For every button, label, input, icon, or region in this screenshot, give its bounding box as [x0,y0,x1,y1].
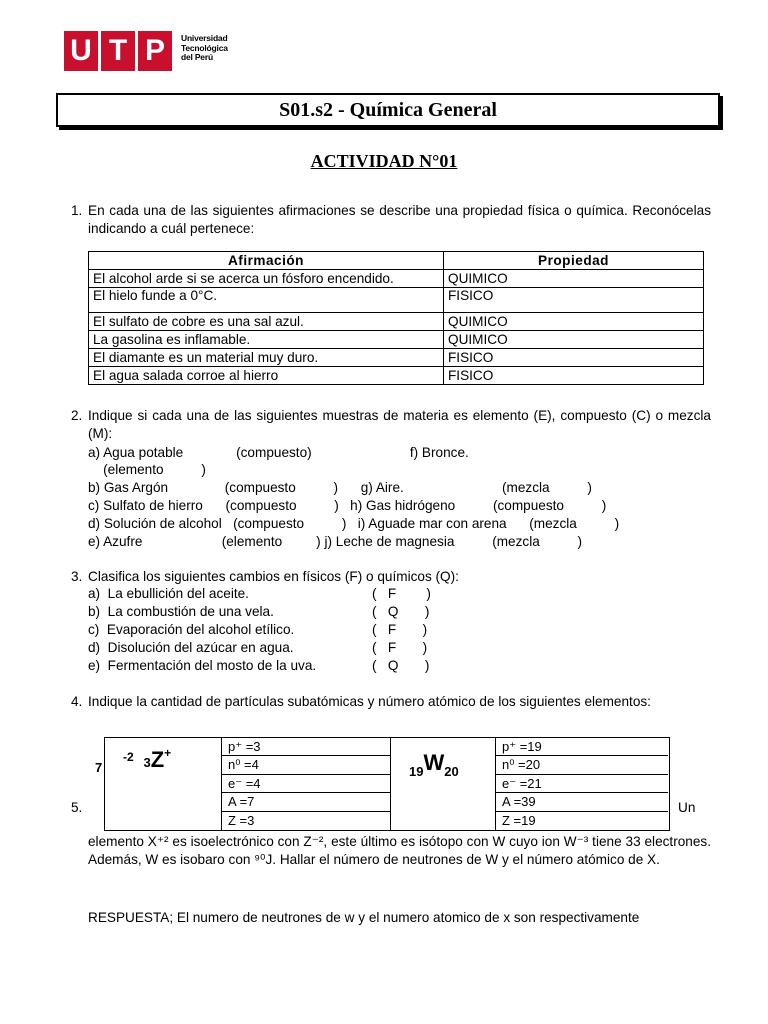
particles-table [104,737,670,831]
table-row [89,288,704,313]
question-5-lead: Un [678,800,696,815]
element-2-letter: W [423,750,445,775]
table-row [89,367,704,385]
activity-heading [0,151,768,172]
element-1-charge: -2 [123,750,134,764]
element-1-letter: Z [150,747,165,772]
table-row: n⁰ =4 [222,756,390,775]
question-3 [71,568,711,586]
table-row [89,331,704,349]
logo-letter-u: U [64,31,98,71]
properties-table [88,251,704,385]
element-2-symbol [409,750,459,779]
table-cell: El hielo funde a 0°C. [89,288,444,313]
list-item [88,621,294,639]
item-label: a) La ebullición del aceite. [88,586,249,601]
question-text: elemento X⁺² es isoelectrónico con Z⁻², este último es isótopo con W cuyo ion W⁻³ tiene 33 electrones. Además, W es isobaro con ⁹⁰J. Hallar el número de neutrones de W y el número atómico de X. [88,834,711,867]
question-text: Indique la cantidad de partículas subatómicas y número atómico de los siguientes elementos: [88,694,651,709]
question-2 [71,407,711,443]
item-label: d) Disolución del azúcar en agua. [88,640,294,655]
table-row: e⁻ =4 [222,775,390,793]
table-row: Z =19 [502,813,536,828]
element-2-subscript: 20 [444,764,459,779]
table-header-row [89,252,704,270]
table-cell: El alcohol arde si se acerca un fósforo encendido. [89,270,444,288]
table-cell: El agua salada corroe al hierro [89,367,444,385]
list-item: a) Agua potable (compuesto) f) Bronce. [88,445,469,460]
table-cell: La gasolina es inflamable. [89,331,444,349]
element-1-sup: + [164,746,172,760]
table-row: A =7 [222,793,390,812]
table-row [89,349,704,367]
item-answer: ( Q ) [372,604,430,619]
table-cell: FISICO [444,288,704,313]
list-item: b) Gas Argón (compuesto ) g) Aire. (mezcla ) [88,480,592,495]
element-1-atomic-number: 3 [143,755,151,770]
table-row [89,313,704,331]
item-answer: ( F ) [372,640,428,655]
element-1-values [221,738,391,830]
question-4 [71,693,711,711]
question-number: 3. [71,569,83,584]
table-cell: FISICO [444,349,704,367]
table-row: Z =3 [228,813,255,828]
column-header-propiedad: Propiedad [444,252,704,270]
question-text: Indique si cada una de las siguientes muestras de materia es elemento (E), compuesto (C) o mezcla (M): [88,408,711,441]
list-item: d) Solución de alcohol (compuesto ) i) Aguade mar con arena (mezcla ) [88,516,620,531]
logo-text-line: del Perú [181,52,213,62]
question-5-text [88,833,711,869]
list-item: (elemento ) [88,462,206,477]
item-answer: ( F ) [372,622,428,637]
list-item [88,657,316,675]
logo-text-line: Tecnológica [181,42,228,53]
column-header-afirmacion: Afirmación [89,252,444,270]
element-2-values [495,738,668,830]
logo-text [181,34,228,63]
question-number: 1. [71,203,83,218]
logo-letter-t: T [101,31,135,71]
element-1-symbol [123,746,171,773]
question-text: En cada una de las siguientes afirmaciones se describe una propiedad física o química. Reconócelas indicando a cuál pertenece: [88,203,711,236]
item-label: b) La combustión de una vela. [88,604,274,619]
logo-text-line: Universidad [181,33,228,43]
item-answer: ( Q ) [372,658,430,673]
table-cell: QUIMICO [444,270,704,288]
question-number: 4. [71,694,83,709]
element-mass-number: 7 [95,760,103,775]
element-2-atomic-number: 19 [409,764,424,779]
answer-text: RESPUESTA; El numero de neutrones de w y el numero atomico de x son respectivamente [88,910,640,925]
utp-logo [64,31,174,71]
logo-letter-p: P [138,31,172,71]
list-item [88,585,249,603]
list-item [88,639,294,657]
table-row: n⁰ =20 [496,756,668,775]
question-number: 2. [71,408,83,423]
table-row [89,270,704,288]
question-text: Clasifica los siguientes cambios en físicos (F) o químicos (Q): [88,569,459,584]
table-row: p⁺ =3 [222,738,390,756]
list-item: e) Azufre (elemento ) j) Leche de magnesia (mezcla ) [88,534,583,549]
answer-line [88,909,711,927]
page-title: S01.s2 - Química General [56,93,720,127]
activity-heading-text: ACTIVIDAD N°01 [310,151,458,171]
table-row: p⁺ =19 [496,738,668,756]
table-cell: QUIMICO [444,331,704,349]
question-number: 5. [71,800,83,815]
table-cell: El sulfato de cobre es una sal azul. [89,313,444,331]
item-label: e) Fermentación del mosto de la uva. [88,658,317,673]
list-item [88,603,274,621]
table-row: e⁻ =21 [496,775,668,793]
question-1 [71,202,711,238]
table-cell: QUIMICO [444,313,704,331]
item-label: c) Evaporación del alcohol etílico. [88,622,295,637]
list-item: c) Sulfato de hierro (compuesto ) h) Gas hidrógeno (compuesto ) [88,498,607,513]
item-answer: ( F ) [372,586,431,601]
table-cell: FISICO [444,367,704,385]
table-cell: El diamante es un material muy duro. [89,349,444,367]
table-row: A =39 [496,793,668,812]
